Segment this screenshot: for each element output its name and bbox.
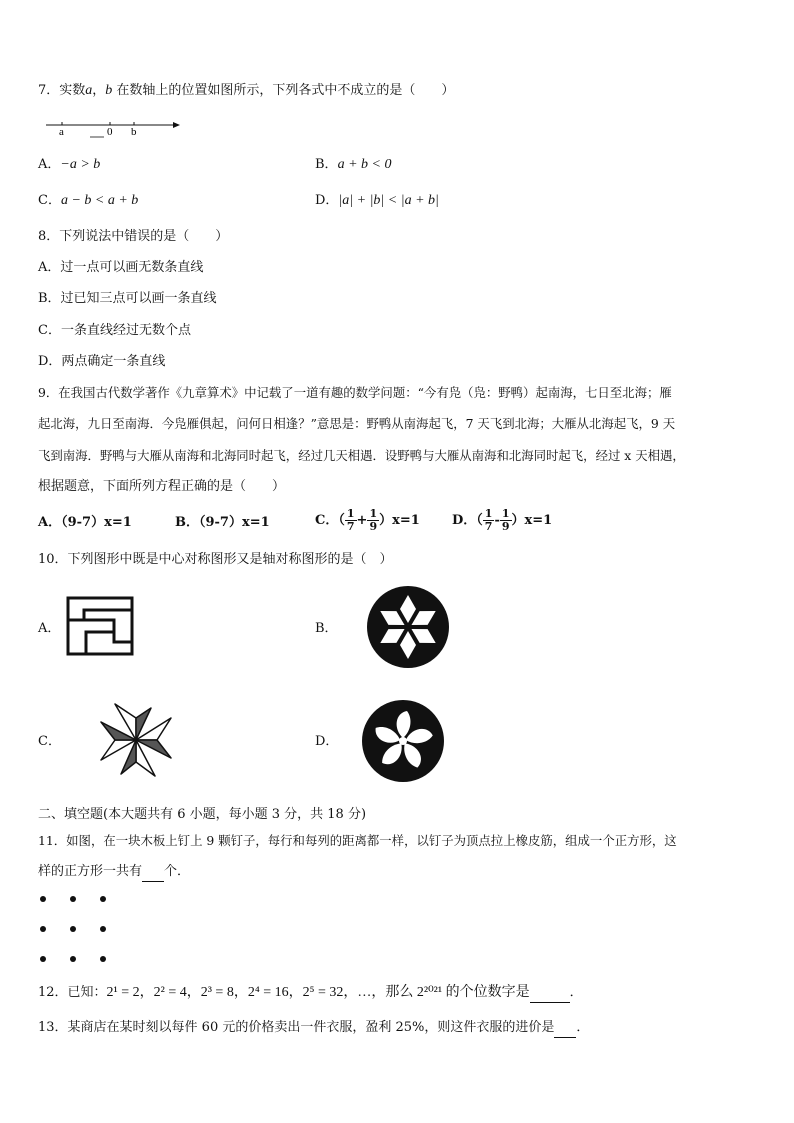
q7-option-a: A．−a > b — [38, 157, 101, 172]
q10-stem: 10．下列图形中既是中心对称图形又是轴对称图形的是（ ） — [38, 552, 393, 567]
number-line-figure — [46, 118, 186, 140]
figure-b-snowflake-circle — [366, 585, 450, 669]
q8-option-d: D．两点确定一条直线 — [38, 354, 166, 369]
nail-dot — [70, 896, 76, 902]
figure-c-pinwheel — [97, 700, 175, 780]
fraction-1-9: $\frac{1}{9}$ — [369, 507, 378, 533]
answer-blank — [142, 863, 164, 882]
axis-label-zero: 0 — [107, 126, 113, 138]
q7-option-d: D．|a| + |b| < |a + b| — [315, 193, 439, 208]
nail-dot — [70, 926, 76, 932]
fraction-1-9: $\frac{1}{9}$ — [501, 507, 510, 533]
fraction-1-7: $\frac{1}{7}$ — [346, 507, 355, 533]
q9-option-b: B．（9-7）x=1 — [175, 515, 270, 530]
answer-blank — [554, 1019, 576, 1038]
q13-line: 13．某商店在某时刻以每件 60 元的价格卖出一件衣服，盈利 25%，则这件衣服的进价是 ． — [38, 1019, 589, 1038]
figure-d-bauhinia-circle — [361, 699, 445, 783]
nail-dot — [100, 896, 106, 902]
q7-option-b: B．a + b < 0 — [315, 157, 392, 172]
q7-option-c: C．a − b < a + b — [38, 193, 139, 208]
q11-line-2: 样的正方形一共有 个． — [38, 863, 190, 882]
answer-blank — [530, 984, 570, 1003]
q10-label-c: C． — [38, 734, 61, 749]
q9-option-c: C．（ $\frac{1}{7}$ + $\frac{1}{9}$ ）x=1 — [315, 507, 420, 533]
q9-option-a: A．（9-7）x=1 — [38, 515, 132, 530]
q8-option-a: A．过一点可以画无数条直线 — [38, 260, 204, 275]
q7-stem: 7．实数a，b 在数轴上的位置如图所示，下列各式中不成立的是（ ） — [38, 83, 455, 98]
figure-a-interlocking-shape — [66, 596, 136, 658]
nail-dot — [100, 926, 106, 932]
q9-line-4: 根据题意，下面所列方程正确的是（ ） — [38, 479, 286, 494]
nail-dot — [70, 956, 76, 962]
axis-label-b: b — [131, 126, 137, 138]
q10-label-a: A． — [38, 621, 61, 636]
q8-stem: 8．下列说法中错误的是（ ） — [38, 229, 229, 244]
section-2-title: 二、填空题(本大题共有 6 小题，每小题 3 分，共 18 分) — [38, 807, 367, 822]
q9-line-3: 飞到南海．野鸭与大雁从南海和北海同时起飞，经过几天相遇．设野鸭与大雁从南海和北海同时起飞，经过 x 天相遇， — [38, 448, 685, 463]
q11-line-1: 11．如图，在一块木板上钉上 9 颗钉子，每行和每列的距离都一样，以钉子为顶点拉上橡皮筋，组成一个正方形，这 — [38, 833, 677, 848]
nail-dot — [40, 956, 46, 962]
q8-option-b: B．过已知三点可以画一条直线 — [38, 291, 217, 306]
q10-label-d: D． — [315, 734, 339, 749]
nail-dot — [40, 926, 46, 932]
axis-label-a: a — [59, 126, 64, 138]
q9-option-d: D．（ $\frac{1}{7}$ - $\frac{1}{9}$ ）x=1 — [452, 507, 553, 533]
fraction-1-7: $\frac{1}{7}$ — [484, 507, 493, 533]
q9-line-2: 起北海，九日至南海．今凫雁俱起，问何日相逢？”意思是：野鸭从南海起飞，7 天飞到北海；大雁从北海起飞，9 天 — [38, 416, 676, 431]
nail-dot — [40, 896, 46, 902]
q10-label-b: B． — [315, 621, 338, 636]
nail-dot — [100, 956, 106, 962]
q8-option-c: C．一条直线经过无数个点 — [38, 323, 191, 338]
q9-line-1: 9．在我国古代数学著作《九章算术》中记载了一道有趣的数学问题：“今有凫（凫：野鸭）起南海，七日至北海；雁 — [38, 385, 672, 400]
q12-line: 12．已知：2¹ = 2，2² = 4，2³ = 8，2⁴ = 16，2⁵ = 32，…，那么 2²⁰²¹ 的个位数字是 ． — [38, 984, 583, 1003]
